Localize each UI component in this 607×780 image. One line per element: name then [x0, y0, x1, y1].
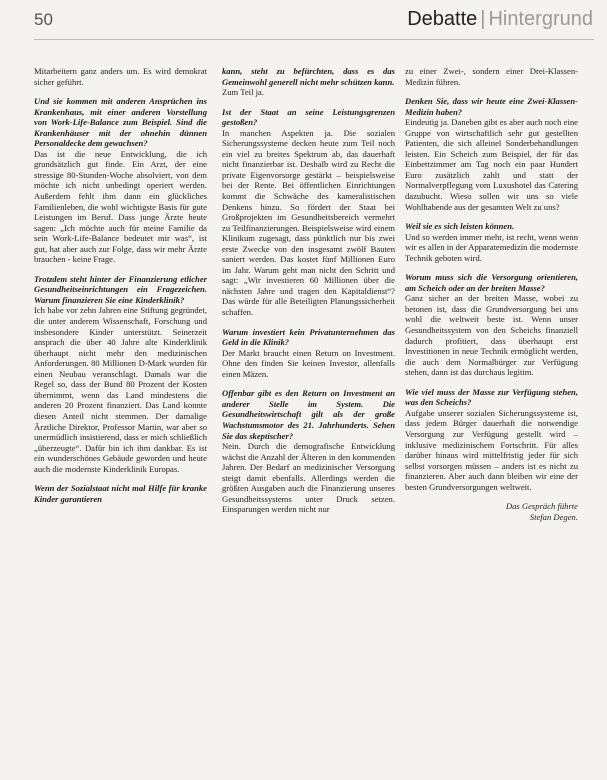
interview-question: Denken Sie, dass wir heute eine Zwei-Klassen-Medizin haben?: [405, 96, 578, 117]
answer-paragraph: Und so werden immer mehr, ist recht, wenn wenn wir es allen in der Apparatemedizin die modernste Technik geboten wird.: [405, 231, 579, 263]
section-separator: |: [480, 8, 486, 30]
page-number: 50: [34, 10, 53, 29]
header-rule: [34, 39, 594, 40]
interview-question: Wenn der Sozialstaat nicht mal Hilfe für kranke Kinder garantieren: [34, 483, 207, 504]
interview-question: Offenbar gibt es den Return on Investment an anderer Stelle im System. Die Gesundheitswirtschaft gilt als der große Wachstumsmotor des 21. Jahrhunderts. Sehen Sie das skeptischer?: [222, 388, 395, 441]
interview-question: kann, steht zu befürchten, dass es das Gemeinwohl generell nicht mehr schützen kann.: [222, 66, 395, 87]
answer-paragraph: Ich habe vor zehn Jahren eine Stiftung gegründet, die unter anderem Wissenschaft, Forschung und insbesondere Kinder unterstützt. Seinerzeit ansprach die über 40 Jahre alte Kinderklinik überhaupt nicht mehr den medizinischen Anforderungen. 80 Millionen D-Mark wurden für einen Neubau veranschlagt. Damals war die Regel so, dass der Bund 80 Prozent der Kosten übernimmt, wenn das Land mindestens die anderen 20 Prozent finanziert. Das Land konnte diesen Anteil nicht stemmen. Der damalige Ärztliche Direktor, Professor Martin, war aber so unermüdlich insistierend, dass er mich schließlich „überzeugte“. Dafür bin ich ihm dankbar. Es ist ein wunderschönes Gebäude geworden und heute auch die modernste Kinderklinik Europas.: [34, 305, 207, 474]
subsection-name: Hintergrund: [488, 8, 593, 30]
page-header: [0, 0, 607, 40]
text-column-2: [222, 66, 395, 524]
interview-question: Wie viel muss der Masse zur Verfügung stehen, was den Scheichs?: [405, 386, 578, 408]
interview-credit: Das Gespräch führte: [505, 501, 578, 512]
answer-paragraph: Zum Teil ja.: [222, 87, 264, 98]
interview-question: Ist der Staat an seine Leistungsgrenzen gestoßen?: [222, 106, 395, 128]
answer-paragraph: Mitarbeitern ganz anders um. Es wird demokrat sicher geführt.: [34, 66, 207, 87]
text-column-1: [34, 66, 207, 504]
answer-paragraph: Aufgabe unserer sozialen Sicherungssysteme ist, dass jedem Bürger dauerhaft die notwendige Versorgung zur Verfügung gestellt wird – inklusive medizinischem Fortschritt. Für alles darüber hinaus wird mittelfristig jeder für sich selbst vorsorgen müssen – anders ist es nicht zu finanzieren. Aber auch dann bleiben wir eine der besten Grundversorgungen weltweit.: [405, 407, 578, 492]
interview-question: Trotzdem steht hinter der Finanzierung etlicher Gesundheitseinrichtungen ein Fragezeichen. Warum finanzieren Sie eine Kinderklinik?: [34, 273, 207, 305]
section-title: [407, 8, 593, 31]
answer-paragraph: Nein. Durch die demografische Entwicklung wächst die Anzahl der Älteren in den kommenden Jahren. Der Bedarf an medizinischer Versorgung steigt damit ebenfalls. Allerdings werden die größten Ausgaben auch die Finanzierung unseres Gesundheitssystems unter Druck setzen. Einsparungen werden nicht nur: [222, 441, 395, 515]
interview-credit: Stefan Degen.: [529, 511, 578, 522]
answer-paragraph: Eindeutig ja. Daneben gibt es aber auch noch eine Gruppe von wirtschaftlich sehr gut gestellten Patienten, die sich alleinel Sonderbehandlungen leisten. Ein Scheich zum Beispiel, der für das Einbettzimmer am Tag noch ein paar Hundert Euro zusätzlich zahlt und statt der Normalverpflegung vom Luxushotel das Catering dazubucht. Wieso sollen wir uns so viele Wohlhabende aus der gesamten Welt zu uns?: [405, 117, 578, 212]
text-column-3: [405, 66, 578, 522]
answer-paragraph: Ganz sicher an der breiten Masse, wobei zu betonen ist, dass die Grundversorgung bei uns wohl die weltweit beste ist. Wenn unser Gesundheitssystem von den Scheichs finanziell dadurch profitiert, dass überhaupt erst Investitionen in neue Technik ermöglicht werden, die auch dem Normalbürger zur Verfügung stehen, dann ist das durchaus legitim.: [405, 293, 578, 378]
interview-question: Und sie kommen mit anderen Ansprüchen ins Krankenhaus, mit einer anderen Vorstellung von Work-Life-Balance zum Beispiel. Sind die Krankenhäuser mit der ohnehin dünnen Personaldecke dem gewachsen?: [34, 96, 207, 149]
section-name: Debatte: [407, 8, 478, 30]
answer-paragraph: Der Markt braucht einen Return on Investment. Ohne den finden Sie keinen Investor, allenfalls einen Mäzen.: [222, 347, 395, 379]
answer-paragraph: In manchen Aspekten ja. Die sozialen Sicherungssysteme decken heute zum Teil noch ein viel zu breites Spektrum ab, das dauerhaft nicht finanzierbar ist. Deshalb wird zu Recht die private Eigenvorsorge gestärkt – beispielsweise bei der Rente. Bei öffentlichen Einrichtungen kommt die Schwäche des kameralistischen Denkens hinzu. So fördert der Staat bei Großprojekten im Gesundheitsbereich vermehrt zu Teilfinanzierungen. Beispielsweise wird einem Klinikum zugesagt, dass pünktlich nur bis zwei erste Zwecke von den insgesamt zwölf Bauten saniert werden. Das kostet fünf Millionen Euro im Jahr. Warum geht man nicht den Schritt und sagt: „Wir investieren 60 Millionen über die nächsten Jahre und tragen den Kapitaldienst“? Das würde für alle Beteiligten Planungssicherheit schaffen.: [222, 127, 395, 318]
interview-question: Worum muss sich die Versorgung orientieren, am Scheich oder an der breiten Masse?: [405, 272, 578, 293]
interview-question: Warum investiert kein Privatunternehmen das Geld in die Klinik?: [222, 326, 395, 348]
interview-question: Weil sie es sich leisten können.: [405, 221, 515, 232]
answer-paragraph: Das ist die neue Entwicklung, die ich grundsätzlich gut finde. Ein Arzt, der eine stressige 80-Stunden-Woche absolviert, von dem möchte ich nicht unbedingt operiert werden. Außerdem fehlt ihm dann ein glückliches Familienleben, die wohl wichtigste Basis für gute Leistungen im Beruf. Dass junge Ärzte heute sagen: „Ich möchte auch für meine Familie da sein Work-Life-Balance bedeutet mir was“, ist gut, hat aber auch zur Folge, dass wir mehr Ärzte brauchen - keine Frage.: [34, 148, 207, 265]
answer-paragraph: zu einer Zwei-, sondern einer Drei-Klassen-Medizin führen.: [405, 66, 578, 87]
